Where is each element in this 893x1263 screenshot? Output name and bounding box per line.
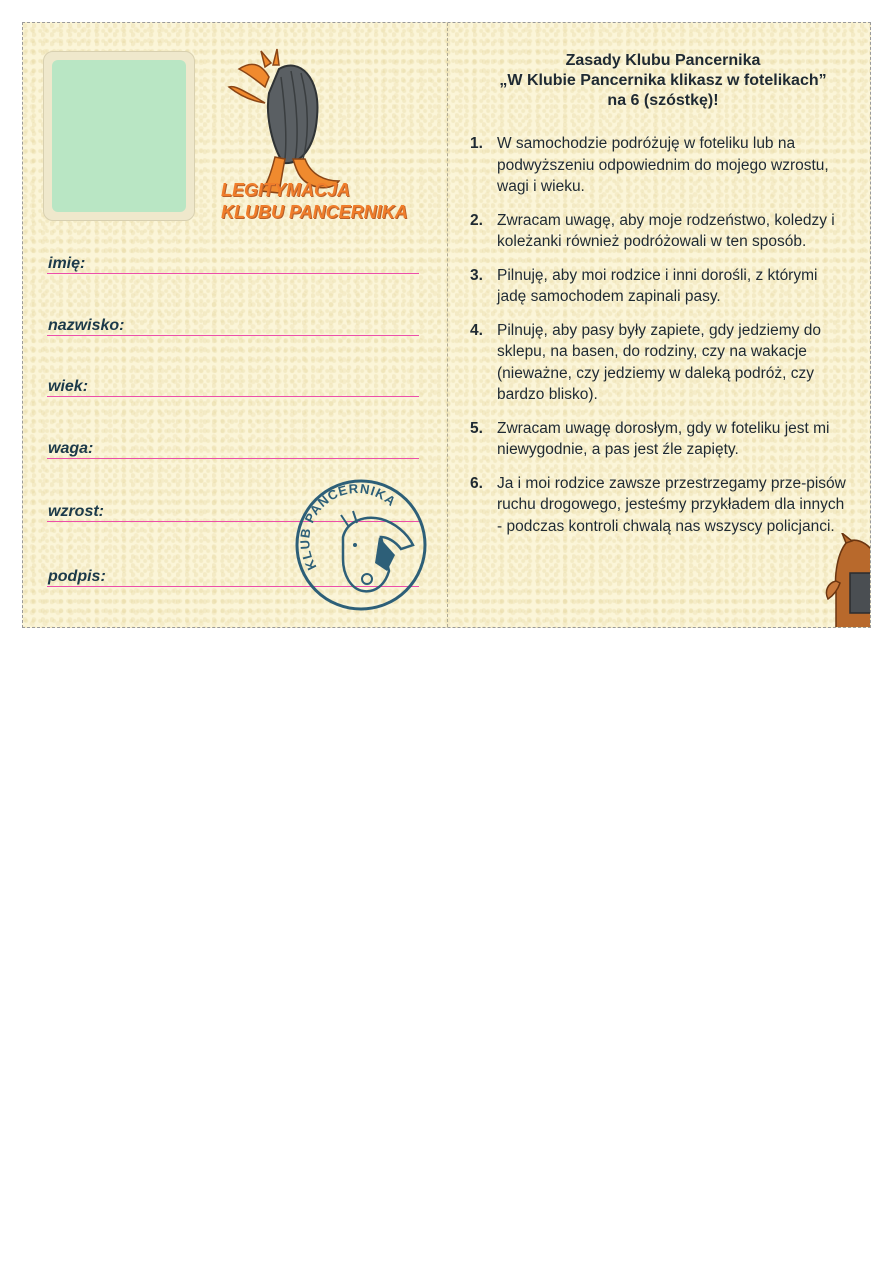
age-label: wiek: (48, 378, 89, 395)
rules-list (470, 133, 850, 549)
rule-item (470, 210, 850, 253)
card-title-line-1: LEGITYMACJA (221, 180, 351, 200)
rule-number: 2. (470, 211, 483, 229)
rules-title (453, 51, 871, 111)
card-title (221, 179, 441, 223)
rule-text: Ja i moi rodzice zawsze przestrzegamy prze-pisów ruchu drogowego, jesteśmy przykładem dla innych - podczas kontroli chwalą nas wszyscy policjanci. (497, 474, 846, 535)
weight-label: waga: (48, 440, 94, 457)
stamp-text: KLUB PANCERNIKA (297, 480, 400, 573)
rule-text: Zwracam uwagę dorosłym, gdy w foteliku jest mi niewygodnie, a pas jest źle zapięty. (497, 419, 830, 458)
rule-text: Zwracam uwagę, aby moje rodzeństwo, koledzy i koleżanki również podróżowali w ten sposób. (497, 211, 835, 250)
rule-number: 3. (470, 266, 483, 284)
surname-label: nazwisko: (48, 317, 125, 334)
rule-number: 6. (470, 474, 483, 492)
rule-item (470, 133, 850, 198)
rule-text: Pilnuję, aby moi rodzice i inni dorośli, z którymi jadę samochodem zapinali pasy. (497, 266, 818, 305)
age-field[interactable] (47, 372, 419, 397)
rule-text: Pilnuję, aby pasy były zapiete, gdy jedziemy do sklepu, na basen, do rodziny, czy na wakacje (nieważne, czy jedziemy w daleką podróż, czy bardzo blisko). (497, 321, 821, 403)
height-label: wzrost: (48, 503, 104, 520)
photo-placeholder (52, 60, 186, 212)
rule-text: W samochodzie podróżuję w foteliku lub na podwyższeniu odpowiednim do mojego wzrostu, wagi i wieku. (497, 135, 829, 195)
photo-frame (43, 51, 195, 221)
membership-card (22, 22, 871, 628)
rules-title-line-2: „W Klubie Pancernika klikasz w fotelikach” (499, 72, 827, 89)
armadillo-peek-icon (820, 533, 871, 628)
rule-item (470, 418, 850, 461)
surname-field[interactable] (47, 311, 419, 336)
card-title-line-2: KLUBU PANCERNIKA (221, 202, 408, 222)
rules-title-line-3: na 6 (szóstkę)! (607, 92, 719, 109)
club-stamp-icon (291, 475, 431, 615)
weight-field[interactable] (47, 434, 419, 459)
rule-number: 4. (470, 321, 483, 339)
rule-item (470, 473, 850, 538)
name-label: imię: (48, 255, 86, 272)
armadillo-mascot-icon (221, 47, 341, 197)
rule-item (470, 320, 850, 406)
signature-label: podpis: (48, 568, 106, 585)
name-field[interactable] (47, 249, 419, 274)
rules-title-line-1: Zasady Klubu Pancernika (565, 52, 761, 69)
rule-number: 5. (470, 419, 483, 437)
rule-number: 1. (470, 135, 483, 152)
rule-item (470, 265, 850, 308)
fold-line (447, 23, 448, 627)
